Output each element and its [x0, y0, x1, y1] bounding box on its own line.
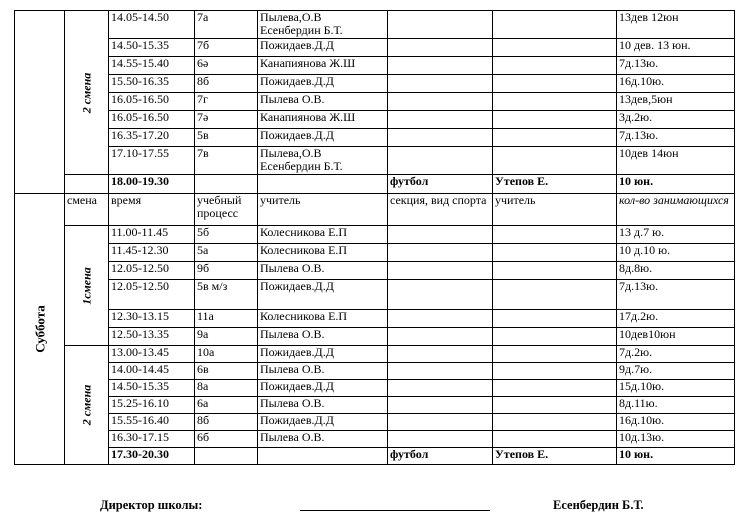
teacher-cell: Пылева О.В.: [258, 93, 388, 111]
class-cell: 6а: [195, 397, 258, 414]
teacher-cell: Пожидаев.Д.Д: [258, 414, 388, 431]
time-cell: 15.25-16.10: [109, 397, 195, 414]
class-cell: 5в: [195, 129, 258, 147]
class-cell: 6в: [195, 363, 258, 380]
count-cell: 8д.11ю.: [617, 397, 735, 414]
signature-line: [300, 510, 490, 511]
count-cell: 8д.8ю.: [617, 262, 735, 280]
class-cell: 8б: [195, 414, 258, 431]
count-cell: 15д.10ю.: [617, 380, 735, 397]
teacher2-cell: [493, 111, 617, 129]
table-row: [15, 448, 735, 465]
table-row: [15, 380, 735, 397]
header-time: время: [109, 194, 195, 226]
sport-cell: [388, 57, 493, 75]
table-row: [15, 57, 735, 75]
class-cell: 10а: [195, 346, 258, 363]
count-cell: 13дев,5юн: [617, 93, 735, 111]
teacher2-cell: [493, 414, 617, 431]
teacher2-cell: Утепов Е.: [493, 175, 617, 194]
class-cell: 5а: [195, 244, 258, 262]
time-cell: 16.30-17.15: [109, 431, 195, 448]
table-row: [15, 346, 735, 363]
count-cell: 7д.13ю.: [617, 57, 735, 75]
director-name: Есенбердин Б.Т.: [553, 498, 644, 512]
sport-cell: [388, 111, 493, 129]
class-cell: 11а: [195, 310, 258, 328]
teacher-cell: Пылева О.В.: [258, 397, 388, 414]
time-cell: 13.00-13.45: [109, 346, 195, 363]
class-cell: 7б: [195, 39, 258, 57]
time-cell: 18.00-19.30: [109, 175, 195, 194]
teacher-cell: Пылева,О.В Есенбердин Б.Т.: [258, 147, 388, 175]
sport-cell: футбол: [388, 175, 493, 194]
teacher2-cell: [493, 310, 617, 328]
teacher2-cell: [493, 244, 617, 262]
sport-cell: [388, 93, 493, 111]
table-row: [15, 414, 735, 431]
schedule-table: [14, 10, 735, 465]
count-cell: 10 д.10 ю.: [617, 244, 735, 262]
class-cell: 8а: [195, 380, 258, 397]
teacher2-cell: [493, 93, 617, 111]
teacher2-cell: [493, 75, 617, 93]
header-teacher2: учитель: [493, 194, 617, 226]
sport-cell: [388, 346, 493, 363]
count-cell: 10дев 14юн: [617, 147, 735, 175]
sport-cell: [388, 244, 493, 262]
teacher2-cell: [493, 280, 617, 310]
teacher-cell: Канапиянова Ж.Ш: [258, 111, 388, 129]
class-cell: 9б: [195, 262, 258, 280]
sport-cell: [388, 310, 493, 328]
day-cell-top: [15, 11, 65, 194]
table-row: [15, 175, 735, 194]
time-cell: 17.30-20.30: [109, 448, 195, 465]
shift-label: 1смена: [79, 266, 93, 305]
table-row: [15, 39, 735, 57]
teacher2-cell: [493, 431, 617, 448]
sport-cell: [388, 380, 493, 397]
shift-label: 2 смена: [79, 72, 93, 113]
day-cell: [15, 194, 65, 465]
teacher2-cell: [493, 363, 617, 380]
class-cell: 6ә: [195, 57, 258, 75]
table-row: [15, 194, 735, 226]
teacher2-cell: [493, 262, 617, 280]
teacher2-cell: [493, 147, 617, 175]
count-cell: 13дев 12юн: [617, 11, 735, 39]
table-row: [15, 328, 735, 346]
class-cell: 5в м/з: [195, 280, 258, 310]
teacher2-cell: [493, 39, 617, 57]
teacher2-cell: [493, 328, 617, 346]
count-cell: 16д.10ю.: [617, 414, 735, 431]
teacher2-cell: [493, 226, 617, 244]
teacher-cell: Пылева О.В.: [258, 363, 388, 380]
time-cell: 12.05-12.50: [109, 280, 195, 310]
teacher-cell: Пожидаев.Д.Д: [258, 129, 388, 147]
count-cell: 17д.2ю.: [617, 310, 735, 328]
sport-cell: [388, 11, 493, 39]
table-row: [15, 363, 735, 380]
table-row: [15, 111, 735, 129]
time-cell: 16.35-17.20: [109, 129, 195, 147]
table-row: [15, 11, 735, 39]
time-cell: 15.50-16.35: [109, 75, 195, 93]
time-cell: 11.45-12.30: [109, 244, 195, 262]
teacher2-cell: [493, 397, 617, 414]
teacher-cell: Пожидаев.Д.Д: [258, 280, 388, 310]
table-row: [15, 226, 735, 244]
teacher-cell: Пылева,О.В Есенбердин Б.Т.: [258, 11, 388, 39]
count-cell: 16д.10ю.: [617, 75, 735, 93]
teacher-cell: Колесникова Е.П: [258, 226, 388, 244]
time-cell: 16.05-16.50: [109, 93, 195, 111]
teacher2-cell: [493, 380, 617, 397]
time-cell: 14.55-15.40: [109, 57, 195, 75]
table-row: [15, 129, 735, 147]
teacher-cell: Пожидаев.Д.Д: [258, 380, 388, 397]
teacher2-cell: [493, 346, 617, 363]
teacher2-cell: [493, 57, 617, 75]
time-cell: 15.55-16.40: [109, 414, 195, 431]
count-cell: 10 юн.: [617, 448, 735, 465]
time-cell: 16.05-16.50: [109, 111, 195, 129]
time-cell: 12.30-13.15: [109, 310, 195, 328]
class-cell: 7в: [195, 147, 258, 175]
table-row: [15, 431, 735, 448]
class-cell: 7г: [195, 93, 258, 111]
sport-cell: [388, 39, 493, 57]
sport-cell: [388, 397, 493, 414]
count-cell: 7д.13ю.: [617, 280, 735, 310]
class-cell: 7а: [195, 11, 258, 39]
sport-cell: [388, 414, 493, 431]
shift-cell: [65, 175, 109, 194]
teacher-cell: Колесникова Е.П: [258, 310, 388, 328]
teacher2-cell: [493, 11, 617, 39]
time-cell: 11.00-11.45: [109, 226, 195, 244]
director-label: Директор школы:: [100, 498, 203, 512]
header-process: учебный процесс: [195, 194, 258, 226]
count-cell: 10 дев. 13 юн.: [617, 39, 735, 57]
table-row: [15, 280, 735, 310]
header-sport: секция, вид спорта: [388, 194, 493, 226]
teacher-cell: Пылева О.В.: [258, 262, 388, 280]
teacher-cell: Пожидаев.Д.Д: [258, 346, 388, 363]
table-row: [15, 147, 735, 175]
sport-cell: [388, 328, 493, 346]
table-row: [15, 397, 735, 414]
class-cell: 5б: [195, 226, 258, 244]
sport-cell: [388, 262, 493, 280]
time-cell: 12.50-13.35: [109, 328, 195, 346]
count-cell: 10дев10юн: [617, 328, 735, 346]
shift2-cell: [65, 346, 109, 465]
count-cell: 9д.7ю.: [617, 363, 735, 380]
class-cell: 8б: [195, 75, 258, 93]
table-row: [15, 310, 735, 328]
count-cell: 7д.2ю.: [617, 346, 735, 363]
time-cell: 14.50-15.35: [109, 39, 195, 57]
day-label: Суббота: [32, 305, 47, 353]
class-cell: 6б: [195, 431, 258, 448]
header-count: кол-во занимающихся: [617, 194, 735, 226]
top-shift-cell: [65, 11, 109, 175]
sport-cell: футбол: [388, 448, 493, 465]
teacher-cell: Пылева О.В.: [258, 328, 388, 346]
teacher-cell: Пылева О.В.: [258, 431, 388, 448]
sport-cell: [388, 147, 493, 175]
sport-cell: [388, 75, 493, 93]
shift1-cell: [65, 226, 109, 346]
header-shift: смена: [65, 194, 109, 226]
class-cell: 9а: [195, 328, 258, 346]
count-cell: 3д.2ю.: [617, 111, 735, 129]
count-cell: 10 юн.: [617, 175, 735, 194]
teacher-cell: Колесникова Е.П: [258, 244, 388, 262]
sport-cell: [388, 431, 493, 448]
time-cell: 12.05-12.50: [109, 262, 195, 280]
time-cell: 14.00-14.45: [109, 363, 195, 380]
teacher2-cell: Утепов Е.: [493, 448, 617, 465]
table-row: [15, 93, 735, 111]
class-cell: 7ә: [195, 111, 258, 129]
table-row: [15, 262, 735, 280]
teacher2-cell: [493, 129, 617, 147]
time-cell: 14.50-15.35: [109, 380, 195, 397]
count-cell: 7д.13ю.: [617, 129, 735, 147]
count-cell: 13 д.7 ю.: [617, 226, 735, 244]
sport-cell: [388, 280, 493, 310]
teacher-cell: Пожидаев.Д.Д: [258, 39, 388, 57]
sport-cell: [388, 226, 493, 244]
time-cell: 17.10-17.55: [109, 147, 195, 175]
teacher-cell: Канапиянова Ж.Ш: [258, 57, 388, 75]
table-row: [15, 75, 735, 93]
teacher-cell: Пожидаев.Д.Д: [258, 75, 388, 93]
sport-cell: [388, 363, 493, 380]
shift-label: 2 смена: [79, 384, 93, 426]
table-row: [15, 244, 735, 262]
header-teacher: учитель: [258, 194, 388, 226]
time-cell: 14.05-14.50: [109, 11, 195, 39]
count-cell: 10д.13ю.: [617, 431, 735, 448]
sport-cell: [388, 129, 493, 147]
